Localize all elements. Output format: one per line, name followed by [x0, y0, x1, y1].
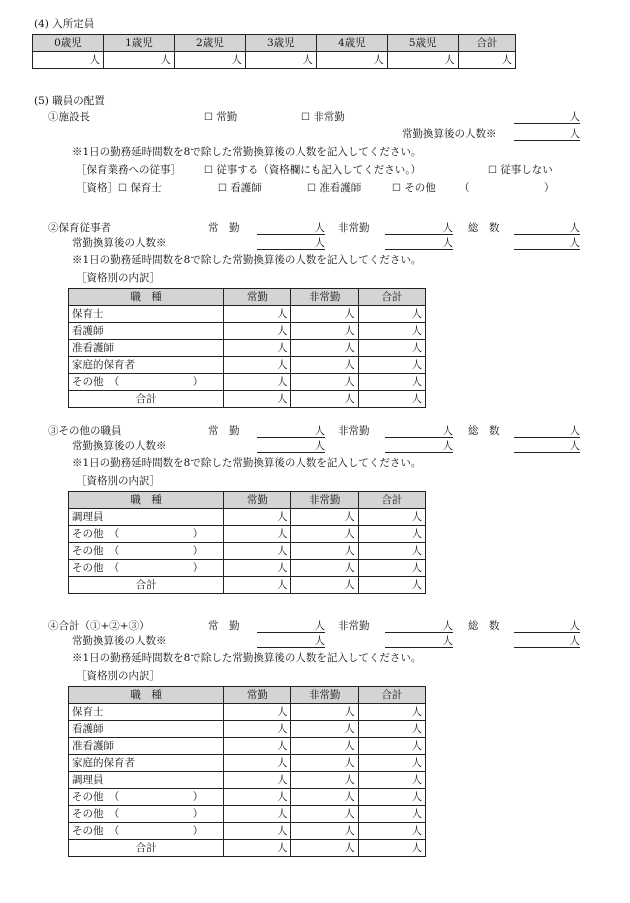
- table-row: [69, 357, 426, 374]
- qual-option-other[interactable]: [392, 182, 436, 195]
- duty-not-engaged-option[interactable]: [488, 164, 553, 177]
- total-row-label: 合計: [69, 840, 224, 857]
- checkbox-icon[interactable]: ☐: [307, 183, 316, 194]
- count-cell[interactable]: 人: [291, 509, 358, 526]
- count-cell[interactable]: 人: [291, 357, 358, 374]
- count-cell[interactable]: 人: [358, 823, 425, 840]
- count-cell[interactable]: 人: [358, 306, 425, 323]
- capacity-count-field[interactable]: 人: [458, 52, 515, 69]
- job-type-cell: その他 （ ）: [69, 560, 224, 577]
- count-cell[interactable]: 人: [224, 323, 291, 340]
- job-type-cell: 家庭的保育者: [69, 755, 224, 772]
- count-cell[interactable]: 人: [358, 738, 425, 755]
- converted-regular-field[interactable]: [257, 237, 325, 250]
- table-row: [69, 306, 426, 323]
- total-count-cell[interactable]: 人: [291, 577, 358, 594]
- total-count-cell[interactable]: 人: [224, 391, 291, 408]
- unit-label: 人: [442, 620, 453, 632]
- total-count-cell[interactable]: 人: [224, 577, 291, 594]
- qual-option-junkangoshi[interactable]: [307, 182, 361, 195]
- conversion-note: ※1日の勤務延時間数を8で除した常勤換算後の人数を記入してください。: [72, 652, 422, 664]
- table-row: [69, 340, 426, 357]
- qual-label: ［資格］: [76, 182, 118, 194]
- count-cell[interactable]: 人: [291, 704, 358, 721]
- count-cell[interactable]: 人: [224, 721, 291, 738]
- group-label: ②保育従事者: [48, 222, 111, 234]
- count-cell[interactable]: 人: [358, 806, 425, 823]
- converted-part-field[interactable]: [385, 440, 453, 453]
- converted-regular-field[interactable]: [257, 440, 325, 453]
- job-type-cell: その他 （ ）: [69, 543, 224, 560]
- count-cell[interactable]: 人: [291, 306, 358, 323]
- count-cell[interactable]: 人: [224, 543, 291, 560]
- group-label: ③その他の職員: [48, 425, 122, 437]
- count-cell[interactable]: 人: [224, 374, 291, 391]
- count-cell[interactable]: 人: [224, 509, 291, 526]
- table-row: [69, 772, 426, 789]
- job-type-cell: その他 （ ）: [69, 789, 224, 806]
- capacity-count-field[interactable]: 人: [316, 52, 387, 69]
- regular-count-field[interactable]: [257, 222, 325, 235]
- checkbox-icon[interactable]: ☐: [204, 112, 213, 123]
- count-cell[interactable]: 人: [291, 772, 358, 789]
- qualification-breakdown-table: [68, 288, 426, 408]
- qual-label-other: その他: [404, 182, 436, 194]
- conversion-note: ※1日の勤務延時間数を8で除した常勤換算後の人数を記入してください。: [72, 254, 422, 266]
- capacity-header: 3歳児: [245, 35, 316, 52]
- count-cell[interactable]: 人: [358, 721, 425, 738]
- capacity-count-field[interactable]: 人: [103, 52, 174, 69]
- job-type-cell: 准看護師: [69, 738, 224, 755]
- count-cell[interactable]: 人: [291, 806, 358, 823]
- count-cell[interactable]: 人: [358, 789, 425, 806]
- total-label: 総 数: [468, 620, 500, 632]
- table-row: [69, 560, 426, 577]
- total-count-cell[interactable]: 人: [224, 840, 291, 857]
- director-parttime-option[interactable]: [301, 111, 345, 124]
- director-converted-label: 常勤換算後の人数※: [402, 128, 497, 140]
- checkbox-icon[interactable]: ☐: [301, 112, 310, 123]
- count-cell[interactable]: 人: [291, 526, 358, 543]
- unit-label: 人: [442, 222, 453, 234]
- count-cell[interactable]: 人: [291, 323, 358, 340]
- count-cell[interactable]: 人: [358, 357, 425, 374]
- duty-engaged-label: 従事する（資格欄にも記入してください。）: [216, 164, 422, 176]
- job-type-cell: 調理員: [69, 509, 224, 526]
- converted-label: 常勤換算後の人数※: [72, 635, 167, 647]
- table-header: 合計: [358, 687, 425, 704]
- regular-count-field[interactable]: [257, 620, 325, 633]
- unit-label: 人: [314, 425, 325, 437]
- director-converted-field[interactable]: [514, 128, 580, 141]
- unit-label: 人: [442, 635, 453, 647]
- table-header: 常勤: [224, 687, 291, 704]
- job-type-cell: 調理員: [69, 772, 224, 789]
- table-row: [69, 721, 426, 738]
- table-row: [69, 704, 426, 721]
- job-type-cell: 准看護師: [69, 340, 224, 357]
- qual-label-hoikushi: 保育士: [130, 182, 162, 194]
- duty-engaged-option[interactable]: [204, 164, 421, 177]
- count-cell[interactable]: 人: [358, 560, 425, 577]
- unit-label: 人: [442, 237, 453, 249]
- unit-label: 人: [314, 237, 325, 249]
- qual-option-kangoshi[interactable]: [218, 182, 262, 195]
- count-cell[interactable]: 人: [224, 823, 291, 840]
- qual-other-close: ）: [544, 182, 555, 194]
- director-fulltime-option[interactable]: [204, 111, 237, 124]
- table-header: 非常勤: [291, 687, 358, 704]
- capacity-header: 4歳児: [316, 35, 387, 52]
- total-row-label: 合計: [69, 577, 224, 594]
- director-label: ①施設長: [48, 111, 90, 123]
- count-cell[interactable]: 人: [291, 543, 358, 560]
- unit-label: 人: [569, 111, 580, 123]
- converted-part-field[interactable]: [385, 237, 453, 250]
- unit-label: 人: [314, 620, 325, 632]
- count-cell[interactable]: 人: [224, 526, 291, 543]
- count-cell[interactable]: 人: [358, 509, 425, 526]
- unit-label: 人: [314, 222, 325, 234]
- table-row: [69, 509, 426, 526]
- count-cell[interactable]: 人: [224, 340, 291, 357]
- regular-count-field[interactable]: [257, 425, 325, 438]
- total-count-field[interactable]: [514, 222, 580, 235]
- count-cell[interactable]: 人: [358, 755, 425, 772]
- count-cell[interactable]: 人: [291, 374, 358, 391]
- director-parttime-label: 非常勤: [313, 111, 345, 123]
- unit-label: 人: [442, 440, 453, 452]
- part-count-field[interactable]: [385, 222, 453, 235]
- count-cell[interactable]: 人: [291, 823, 358, 840]
- count-cell[interactable]: 人: [224, 560, 291, 577]
- regular-label: 常 勤: [208, 222, 240, 234]
- table-row: [69, 789, 426, 806]
- total-row-label: 合計: [69, 391, 224, 408]
- table-header: 職 種: [69, 687, 224, 704]
- count-cell[interactable]: 人: [291, 738, 358, 755]
- total-row: [69, 391, 426, 408]
- total-count-cell[interactable]: 人: [358, 577, 425, 594]
- unit-label: 人: [569, 425, 580, 437]
- conversion-note: ※1日の勤務延時間数を8で除した常勤換算後の人数を記入してください。: [72, 457, 422, 469]
- unit-label: 人: [569, 222, 580, 234]
- breakdown-label: ［資格別の内訳］: [76, 475, 160, 487]
- job-type-cell: 看護師: [69, 721, 224, 738]
- total-count-cell[interactable]: 人: [291, 840, 358, 857]
- job-type-cell: その他 （ ）: [69, 374, 224, 391]
- checkbox-icon[interactable]: ☐: [118, 183, 127, 194]
- qual-option-hoikushi[interactable]: [118, 182, 162, 195]
- table-header: 職 種: [69, 289, 224, 306]
- qual-other-open: （: [459, 182, 470, 194]
- job-type-cell: その他 （ ）: [69, 526, 224, 543]
- capacity-header: 合計: [458, 35, 515, 52]
- qualification-breakdown-table: [68, 686, 426, 857]
- job-type-cell: 保育士: [69, 306, 224, 323]
- table-row: [69, 526, 426, 543]
- job-type-cell: 看護師: [69, 323, 224, 340]
- converted-regular-field[interactable]: [257, 635, 325, 648]
- table-row: [69, 755, 426, 772]
- total-count-cell[interactable]: 人: [291, 391, 358, 408]
- table-header: 非常勤: [291, 289, 358, 306]
- group-label: ④合計（①+②+③）: [48, 620, 150, 632]
- regular-label: 常 勤: [208, 620, 240, 632]
- converted-label: 常勤換算後の人数※: [72, 237, 167, 249]
- table-header: 常勤: [224, 289, 291, 306]
- table-header: 合計: [358, 492, 425, 509]
- total-row: [69, 577, 426, 594]
- capacity-table: [32, 34, 516, 69]
- breakdown-label: ［資格別の内訳］: [76, 670, 160, 682]
- count-cell[interactable]: 人: [358, 772, 425, 789]
- count-cell[interactable]: 人: [291, 340, 358, 357]
- count-cell[interactable]: 人: [358, 323, 425, 340]
- count-cell[interactable]: 人: [358, 340, 425, 357]
- capacity-header: 2歳児: [174, 35, 245, 52]
- part-count-field[interactable]: [385, 425, 453, 438]
- table-header: 職 種: [69, 492, 224, 509]
- count-cell[interactable]: 人: [224, 357, 291, 374]
- qualification-breakdown-table: [68, 491, 426, 594]
- table-row: [69, 738, 426, 755]
- duty-not-engaged-label: 従事しない: [500, 164, 553, 176]
- capacity-count-field[interactable]: 人: [33, 52, 104, 69]
- checkbox-icon[interactable]: ☐: [218, 183, 227, 194]
- count-cell[interactable]: 人: [358, 526, 425, 543]
- count-cell[interactable]: 人: [224, 789, 291, 806]
- unit-label: 人: [569, 440, 580, 452]
- count-cell[interactable]: 人: [224, 806, 291, 823]
- checkbox-icon[interactable]: ☐: [204, 165, 213, 176]
- part-count-field[interactable]: [385, 620, 453, 633]
- director-fulltime-label: 常勤: [216, 111, 238, 123]
- count-cell[interactable]: 人: [224, 738, 291, 755]
- qual-label-kangoshi: 看護師: [230, 182, 262, 194]
- part-label: 非常勤: [338, 222, 370, 234]
- count-cell[interactable]: 人: [224, 704, 291, 721]
- director-count-field[interactable]: [514, 111, 580, 124]
- table-row: [69, 374, 426, 391]
- count-cell[interactable]: 人: [291, 721, 358, 738]
- total-label: 総 数: [468, 425, 500, 437]
- job-type-cell: 保育士: [69, 704, 224, 721]
- total-count-cell[interactable]: 人: [358, 391, 425, 408]
- checkbox-icon[interactable]: ☐: [392, 183, 401, 194]
- converted-total-field[interactable]: [514, 440, 580, 453]
- unit-label: 人: [569, 128, 580, 140]
- total-row: [69, 840, 426, 857]
- staff-heading: (5) 職員の配置: [34, 95, 105, 107]
- capacity-count-field[interactable]: 人: [387, 52, 458, 69]
- converted-label: 常勤換算後の人数※: [72, 440, 167, 452]
- unit-label: 人: [442, 425, 453, 437]
- unit-label: 人: [569, 635, 580, 647]
- unit-label: 人: [569, 620, 580, 632]
- job-type-cell: その他 （ ）: [69, 806, 224, 823]
- converted-total-field[interactable]: [514, 635, 580, 648]
- unit-label: 人: [314, 635, 325, 647]
- capacity-header: 5歳児: [387, 35, 458, 52]
- count-cell[interactable]: 人: [224, 772, 291, 789]
- converted-part-field[interactable]: [385, 635, 453, 648]
- total-count-field[interactable]: [514, 425, 580, 438]
- converted-total-field[interactable]: [514, 237, 580, 250]
- job-type-cell: 家庭的保育者: [69, 357, 224, 374]
- unit-label: 人: [314, 440, 325, 452]
- capacity-count-field[interactable]: 人: [245, 52, 316, 69]
- capacity-count-field[interactable]: 人: [174, 52, 245, 69]
- table-row: [69, 543, 426, 560]
- capacity-header: 0歳児: [33, 35, 104, 52]
- checkbox-icon[interactable]: ☐: [488, 165, 497, 176]
- capacity-heading: (4) 入所定員: [34, 18, 95, 30]
- part-label: 非常勤: [338, 425, 370, 437]
- table-header: 非常勤: [291, 492, 358, 509]
- capacity-header: 1歳児: [103, 35, 174, 52]
- table-row: [69, 806, 426, 823]
- count-cell[interactable]: 人: [358, 543, 425, 560]
- table-header: 合計: [358, 289, 425, 306]
- count-cell[interactable]: 人: [291, 789, 358, 806]
- count-cell[interactable]: 人: [291, 560, 358, 577]
- count-cell[interactable]: 人: [291, 755, 358, 772]
- unit-label: 人: [569, 237, 580, 249]
- job-type-cell: その他 （ ）: [69, 823, 224, 840]
- total-count-cell[interactable]: 人: [358, 840, 425, 857]
- table-row: [69, 323, 426, 340]
- duty-label: ［保育業務への従事］: [76, 164, 181, 176]
- total-count-field[interactable]: [514, 620, 580, 633]
- conversion-note: ※1日の勤務延時間数を8で除した常勤換算後の人数を記入してください。: [72, 146, 422, 158]
- table-row: [69, 823, 426, 840]
- table-header: 常勤: [224, 492, 291, 509]
- count-cell[interactable]: 人: [224, 755, 291, 772]
- count-cell[interactable]: 人: [358, 704, 425, 721]
- count-cell[interactable]: 人: [224, 306, 291, 323]
- part-label: 非常勤: [338, 620, 370, 632]
- total-label: 総 数: [468, 222, 500, 234]
- count-cell[interactable]: 人: [358, 374, 425, 391]
- regular-label: 常 勤: [208, 425, 240, 437]
- breakdown-label: ［資格別の内訳］: [76, 272, 160, 284]
- qual-label-junkangoshi: 准看護師: [319, 182, 362, 194]
